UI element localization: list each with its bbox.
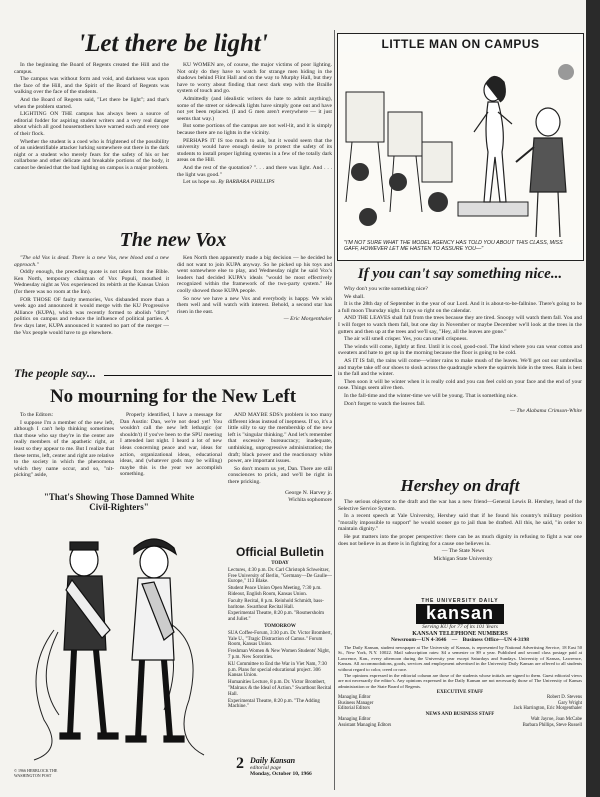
staff-name: Gary Wright <box>557 700 582 706</box>
staff-role: Business Manager <box>338 700 374 706</box>
paragraph: So now we have a new Vox and everybody is happy. We wish them well and will watch with interest. Behold, a second star has risen in the east. <box>177 295 332 315</box>
paragraph: Don't forget to watch the leaves fall. <box>344 400 426 407</box>
paragraph: AND MAYBE SDS's problem is too many different ideas instead of ineptness. If so, it's a little silly to say the membership of the new left is "singular thinking." And let's remember that excessive bureaucracy; inadequate, unthinking, unprogressive administration; the draft; black power and the reactionary white power, are important issues. <box>228 412 332 465</box>
cartoon-drawing <box>338 52 583 242</box>
bulletin-event: Student Peace Union Open Meeting, 7:30 p.m. Rideout, English Room, Kansas Union. <box>228 586 322 597</box>
people-say-banner <box>14 366 332 384</box>
newsroom-phone: Newsroom—UN 4-3646 <box>391 637 447 643</box>
paragraph: In a recent speech at Yale University, Hershey said that if he found his country's military position "morally impossible to support" he would sooner go to jail than be drafted. All this, he said, "in order to maintain dignity." <box>338 513 582 533</box>
paragraph: LIGHTING ON THE campus has always been a source of editorial fodder for aspiring student writers and a very real danger about which all good housemothers have warned each and every one of their flock. <box>14 111 169 137</box>
bulletin-event: KU Committee to End the War in Viet Nam, 7:30 p.m. Plans for special educational project. 306 Kansas Union. <box>228 661 327 679</box>
bulletin-event: Experimental Theatre, 8:20 p.m. "The Adding Machine." <box>228 698 320 710</box>
bulletin-title: Official Bulletin <box>235 545 324 559</box>
paragraph <box>177 179 332 186</box>
business-phone: Business Office—UN 4-3198 <box>462 637 529 643</box>
staff-name: Barbara Phillips, Steve Russell <box>522 722 582 728</box>
paragraph: Ken North then apparently made a big decision — he decided he did not want to join KUPA anyway. So he picked up his toys and went somewhere else to play, and Wednesday night he said Vox's leaders had decided KUPA's ideals "would be most effectively recognized within the framework of the two-party system." He coolly showed those KUPA people. <box>177 255 332 294</box>
kansan-masthead: THE UNIVERSITY DAILY kansan Serving KU for 77 of its 101 Years KANSAN TELEPHONE NUMBERS Newsroom—UN 4-3646 — Business Office—UN 4-3198 The Daily Kansan, student newspaper at The University of Kansas, is represented by National Advertising Service, 18 East 50 St., New York, N.Y. 10022. Mail subscription rates: $4 a semester or $9 a year. Published and second class postage paid at Lawrence, Kan., every afternoon during the University year except Saturdays and Sundays. University of Kansas, Lawrence, Kansas. All accommodations, goods, services and employment advertised in the University Daily Kansan are offered to all students without regard to color, creed or race. The opinions expressed in the editorial column are those of the students whose initials are signed to them. Guest editorial views are not necessarily the editor's. Any opinions expressed in the Daily Kansan are not necessarily those of The University of Kansas administration or the State Board of Regents. EXECUTIVE STAFF Managing Editor Robert D. Stevens Business Manager Gary Wright Editorial Editors Jack Harrington, Eric Morgenthaler NEWS AND BUSINESS STAFF Managing Editor Walt Jayroe, Joan McCabe Assistant Managing Editors Barbara Phillips, Steve Russell <box>338 598 582 728</box>
paragraph: Admittedly (and idealistic writers do hate to admit anything), some of the street or sidewalk lights have simply gone out and have not yet been replaced. (I and G men aren't everywhere — it just seems that way.) <box>177 95 332 122</box>
masthead-opinion: The opinions expressed in the editorial column are those of the students whose initials are signed to them. Guest editorial views are not necessarily the editor's. Any opinions expressed in the Daily Kansan are not necessarily those of The University of Kansas administration or the State Board of Regents. <box>338 673 582 689</box>
headline: If you can't say something nice... <box>357 266 563 282</box>
paragraph: But some portions of the campus are not well-lit, and it is simply because there are no lights in the vicinity. <box>177 123 332 136</box>
paragraph: PERHAPS IT IS too much to ask, but it would seem that the university would have enough desire to protect the safety of its students to install proper lighting systems in a few of the totally dark areas on the Hill. <box>177 137 332 164</box>
bulletin-event: Humanities Lecture, 8 p.m. Dr. Victor Brombert, "Malraux & the Ideal of Action." Swarthout Recital Hall. <box>228 680 332 697</box>
paragraph: Properly identified, I have a message for Dan Austin: Dan, we're not dead yet! You wouldn't call the new left lethargic (or shouldn't) if you've been to the SPU meeting I attended last night. I heard a lot of new ideas concerning peace and war, ideas for action, organizational ideas, educational ideas, and (whatever gods may be willing) maybe this is the year we accomplish something. <box>120 412 222 478</box>
letter-column-1 <box>14 412 114 488</box>
staff-role: Assistant Managing Editors <box>338 722 392 728</box>
paragraph: He put matters into the proper perspective: there can be as much dignity in refusing to fight a war one does not believe in as there is in fighting for a cause one believes in. <box>338 533 582 547</box>
paragraph: Why don't you write something nice? <box>344 286 428 292</box>
bulletin-event: Faculty Recital, 8 p.m. Reinhold Schmidt, bass-baritone. Swarthout Recital Hall. <box>228 598 324 610</box>
cartoon-title: LITTLE MAN ON CAMPUS <box>381 37 540 51</box>
headline: Hershey on draft <box>400 476 520 495</box>
cartoon-caption: "That's Showing Those Damned White Civil-Righters" <box>43 492 195 512</box>
bulletin-day: TOMORROW <box>264 623 296 629</box>
new-vox-article <box>14 229 332 357</box>
paragraph: Oddly enough, the preceding quote is not taken from the Bible. Ken North, temporary chairman of Vox Populi, mouthed it Wednesday night as Vox experienced its rebirth at the Kansas Union (for there was no room at the Inn). <box>14 269 169 295</box>
bulletin-event: Lectures, 4:30 p.m. Dr. Carl Christoph Schweitzer, Free University of Berlin, "Germany—De Gaulle—Europe," 113 Blake. <box>228 567 332 585</box>
signature: George N. Harvey jr. <box>285 489 332 496</box>
staff-role: Managing Editor <box>338 695 371 701</box>
column-divider <box>334 30 335 790</box>
page-footer <box>236 756 336 792</box>
let-there-be-light-article <box>14 30 332 220</box>
staff-role: Editorial Editors <box>338 706 370 712</box>
signature-detail: Wichita sophomore <box>288 497 332 504</box>
hershey-article <box>338 476 582 594</box>
masthead-kicker: THE UNIVERSITY DAILY <box>421 598 499 604</box>
masthead-description: The Daily Kansan, student newspaper at The University of Kansas, is represented by National Advertising Service, 18 East 50 St., New York, N.Y. 10022. Mail subscription rates: $4 a semester or $9 a year. Published and second class postage paid at Lawrence, Kan., every afternoon during the University year except Saturdays and Sundays. University of Kansas, Lawrence, Kansas. All accommodations, goods, services and employment advertised in the University Daily Kansan are offered to all students without regard to color, creed or race. <box>338 645 582 672</box>
staff-name: Robert D. Stevens <box>546 695 582 701</box>
paragraph: The winds will come, lightly at first. Until it is cool, good-cool. The kind where you can wear cotton and sweaters and hate to get up in the morning because the floor is going to be cold. <box>338 343 582 357</box>
paragraph: AND THE LEAVES shall fall from the trees because they are tired. Snoopy will watch them fall. You and I will forget to watch them fall, but one day in November or maybe December we'll look at the trees in the gutters and then up at the trees and we'll say, "Hey, all the leaves are gone." <box>338 315 582 335</box>
paragraph: "The old Vox is dead. There is a new Vox, new blood and a new approach." <box>14 255 169 268</box>
paragraph: In the fall-time and the winter-time we will be young. That is something nice. <box>344 392 518 399</box>
paragraph: The serious objector to the draft and the war has a new friend—General Lewis B. Hershey, head of the Selective Service System. <box>338 499 582 512</box>
numbers-title: KANSAN TELEPHONE NUMBERS <box>412 631 508 637</box>
bulletin-event: SUA Coffee-Forum, 3:30 p.m. Dr. Victor Brombert, Yale U., "Tragic Distraction of Camus." Forum Room, Kansas Union. <box>228 630 332 648</box>
paragraph: So don't mourn us yet, Dan. There are still consciences to prick, and we'll be right in there pricking. <box>228 465 332 485</box>
bulletin-event: Experimental Theatre, 8:20 p.m. "Rosmersholm and Juliet." <box>228 611 324 623</box>
source: — The Alabama Crimson-White <box>510 408 582 415</box>
exec-staff-title: EXECUTIVE STAFF <box>436 690 484 696</box>
paragraph: We shall. <box>344 293 365 300</box>
page-edge <box>586 0 600 797</box>
headline: 'Let there be light' <box>78 30 268 57</box>
byline: By BARBARA PHILLIPS <box>218 179 275 186</box>
official-bulletin <box>228 545 332 750</box>
staff-role: Managing Editor <box>338 717 371 723</box>
headline: No mourning for the New Left <box>49 386 297 407</box>
page-number: 2 <box>236 756 244 772</box>
cant-say-article <box>338 266 582 472</box>
news-staff-title: NEWS AND BUSINESS STAFF <box>425 712 495 718</box>
masthead-tagline: Serving KU for 77 of its 101 Years <box>422 624 498 630</box>
source-detail: Michigan State University <box>433 555 493 562</box>
paragraph: Then soon it will be winter when it is really cold and you can feel cold on your face and the end of your nose. Things seem alive then. <box>338 378 582 392</box>
paragraph: To the Editors: <box>20 412 54 418</box>
paragraph: AS IT IS fall, the rains will come—winter rains to make mush of the leaves. We'll get out our umbrellas and maybe take off our shoes to slosh across the quadrangle where the squirrels hide in the trees. Rain is best in the fall and the winter. <box>338 357 582 378</box>
paragraph: The campus was without form and void, and darkness was upon the face of the Hill, and the Spirit of the Board of Regents was walking over the face of the students. <box>14 76 169 96</box>
cartoon-drawing <box>14 520 224 770</box>
people-say-label: The people say... <box>14 366 96 380</box>
page-label: editorial page <box>250 765 282 771</box>
masthead-name: kansan <box>416 604 504 624</box>
cartoon-credit: © 1966 HERBLOCK THE WASHINGTON POST <box>14 768 58 778</box>
closing: Let us hope so. <box>183 179 217 186</box>
paragraph: I suppose I'm a member of the new left, although I can't help thinking sometimes that those who say they're in the center are really members of the apathetic right, at least so they appear to me. But I realize that these terms, left, center and right are relative to the society in which the phenomena which they name occur, and so, "nit-picking" aside, <box>14 419 114 479</box>
paragraph: It is the 28th day of September in the year of our Lord. And it is about-to-be-fallnine. There's going to be a full moon Thursday night. It rays so right on the calendar. <box>338 301 582 314</box>
bulletin-day: TODAY <box>271 561 289 566</box>
staff-name: Walt Jayroe, Joan McCabe <box>530 717 582 723</box>
headline: The new Vox <box>119 229 227 251</box>
paragraph: FOR THOSE OF faulty memories, Vox disbanded more than a week ago and announced it would merge with the KU Progressive Alliance (KUPA), which was recently formed to abolish "dirty" politics on campus and reduce the influence of political parties. A few days later, KUPA announced it wanted no part of the merger — the Vox people would have to go elsewhere. <box>14 296 169 336</box>
little-man-on-campus-cartoon <box>337 33 584 261</box>
cartoon-caption: "I'M NOT SURE WHAT THE MODEL AGENCY HAS TOLD YOU ABOUT THIS CLASS, MISS GAFF, HOWEVER LET ME HASTEN TO ASSURE YOU—" <box>344 240 563 252</box>
page-date: Monday, October 10, 1966 <box>250 771 312 777</box>
paragraph: Whether the student is a coed who is frightened of the possibility of an unidentifiable attacker lurking somewhere out there in the dark night or a student who merely fears for the safety of his or her collarbone and other delicate and breakable portions of the body, it cannot be denied that the bad lighting on campus is a major problem. <box>14 138 169 171</box>
source: — The State News <box>441 548 485 555</box>
paragraph: The air will smell crisper. Yes, you can smell crispness. <box>344 336 468 343</box>
herblock-cartoon <box>14 492 224 790</box>
paragraph: In the beginning the Board of Regents created the Hill and the campus. <box>14 62 169 75</box>
paper-name: Daily Kansan <box>250 756 296 765</box>
bulletin-event: Freshman Women & New Women Students' Night, 7 p.m. New Sororities. <box>228 649 330 660</box>
paragraph: KU WOMEN are, of course, the major victims of poor lighting. Not only do they have to watch for strange men hiding in the shadows behind Flint Hall and on the way to Murphy Hall, but they have to worry about finding that next dark step with the Braille system of touch and go. <box>177 62 332 95</box>
byline: — Eric Morgenthaler <box>283 316 332 323</box>
staff-name: Jack Harrington, Eric Morgenthaler <box>513 706 582 712</box>
paragraph: And the rest of the quotation? ". . . and there was light. And . . . the light was good." <box>177 164 332 178</box>
paragraph: And the Board of Regents said, "Let there be light"; and that's when the problem started. <box>14 96 169 110</box>
